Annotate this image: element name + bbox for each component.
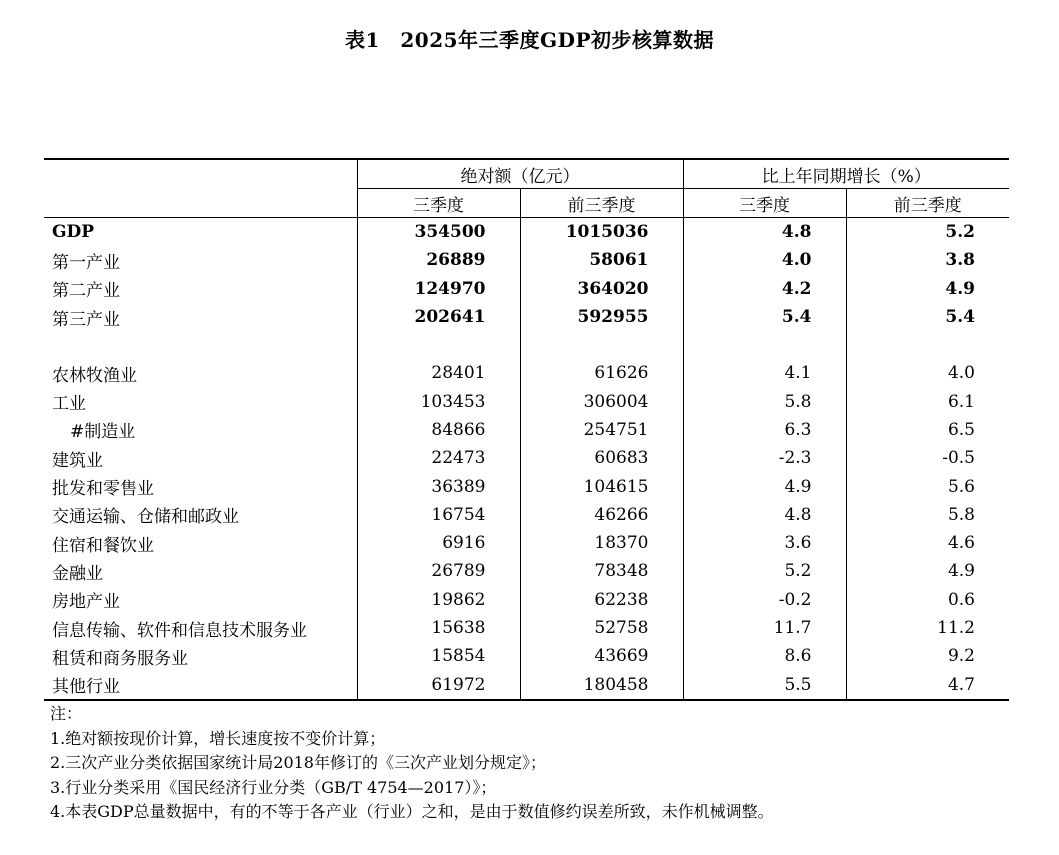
cell-q3-absolute: 124970: [414, 278, 486, 299]
spacer-row: [44, 331, 1009, 359]
footnote-2: 2.三次产业分类依据国家统计局2018年修订的《三次产业划分规定》；: [50, 753, 546, 772]
footnote-1: 1.绝对额按现价计算，增长速度按不变价计算；: [50, 728, 386, 748]
cell-q3-absolute: 19862: [431, 589, 486, 610]
cell-ytd-absolute: 1015036: [520, 218, 683, 247]
cell-q3-absolute: 103453: [420, 391, 486, 412]
cell-q3-absolute: 28401: [431, 363, 486, 384]
cell-ytd-absolute: 592955: [520, 303, 683, 331]
cell-q3-growth: 4.2: [683, 275, 846, 303]
cell-ytd-growth: 4.7: [846, 670, 1009, 699]
cell-ytd-absolute: 78348: [520, 557, 683, 585]
header-ytd-growth: 前三季度: [846, 189, 1009, 218]
cell-ytd-absolute: 52758: [520, 614, 683, 642]
table-row: [44, 501, 1009, 529]
cell-ytd-growth: 4.0: [846, 359, 1009, 387]
table-row: [44, 416, 1009, 444]
cell-ytd-growth: 3.8: [846, 246, 1009, 274]
footnote-heading: 注：: [50, 704, 83, 723]
cell-ytd-growth: 6.5: [846, 416, 1009, 444]
table-row: [44, 303, 1009, 331]
cell-q3-absolute: 84866: [431, 419, 486, 440]
gdp-table: [44, 158, 1009, 701]
cell-ytd-growth: 0.6: [846, 586, 1009, 614]
row-label: 其他行业: [44, 670, 357, 699]
cell-q3-growth: 4.8: [683, 218, 846, 247]
cell-q3-growth: 4.0: [683, 246, 846, 274]
cell-q3-absolute: 202641: [414, 307, 486, 328]
row-label: GDP: [44, 218, 357, 247]
cell-ytd-growth: 6.1: [846, 387, 1009, 415]
cell-q3-growth: 4.9: [683, 472, 846, 500]
cell-ytd-absolute: 180458: [520, 670, 683, 699]
cell-q3-absolute: 26789: [431, 561, 486, 582]
cell-ytd-absolute: 254751: [520, 416, 683, 444]
cell-ytd-growth: 4.9: [846, 275, 1009, 303]
cell-ytd-growth: 5.4: [846, 303, 1009, 331]
row-label: 第二产业: [44, 275, 357, 303]
header-row-groups: [44, 159, 1009, 189]
row-label: 住宿和餐饮业: [44, 529, 357, 557]
cell-ytd-absolute: 60683: [520, 444, 683, 472]
footnotes: [50, 702, 774, 825]
table-row: [44, 246, 1009, 274]
cell-q3-absolute: 6916: [442, 533, 486, 554]
table-row: [44, 557, 1009, 585]
cell-ytd-growth: 11.2: [846, 614, 1009, 642]
table-row: [44, 444, 1009, 472]
header-q3-abs: 三季度: [357, 189, 520, 218]
row-label: 金融业: [44, 557, 357, 585]
row-label: 建筑业: [44, 444, 357, 472]
cell-q3-growth: 5.2: [683, 557, 846, 585]
row-label: 第一产业: [44, 246, 357, 274]
cell-ytd-absolute: 104615: [520, 472, 683, 500]
cell-q3-growth: 4.8: [683, 501, 846, 529]
cell-ytd-growth: 5.6: [846, 472, 1009, 500]
cell-q3-growth: 4.1: [683, 359, 846, 387]
row-label: #制造业: [44, 416, 357, 444]
row-label: 农林牧渔业: [44, 359, 357, 387]
cell-q3-growth: 5.5: [683, 670, 846, 699]
cell-q3-absolute: 354500: [414, 222, 486, 243]
row-label: 批发和零售业: [44, 472, 357, 500]
cell-ytd-absolute: 62238: [520, 586, 683, 614]
table-row: [44, 218, 1009, 247]
table-row: [44, 387, 1009, 415]
row-label: 工业: [44, 387, 357, 415]
cell-q3-growth: 3.6: [683, 529, 846, 557]
cell-ytd-growth: 4.6: [846, 529, 1009, 557]
header-growth-rate: 比上年同期增长（%）: [683, 159, 1009, 189]
cell-q3-absolute: 22473: [431, 448, 486, 469]
cell-ytd-absolute: 43669: [520, 642, 683, 670]
row-label: 房地产业: [44, 586, 357, 614]
cell-q3-growth: 8.6: [683, 642, 846, 670]
cell-ytd-absolute: 364020: [520, 275, 683, 303]
row-label: 租赁和商务服务业: [44, 642, 357, 670]
table-row: [44, 614, 1009, 642]
table-row: [44, 359, 1009, 387]
header-q3-growth: 三季度: [683, 189, 846, 218]
table-row: [44, 670, 1009, 699]
cell-ytd-absolute: 18370: [520, 529, 683, 557]
cell-ytd-growth: 9.2: [846, 642, 1009, 670]
row-label: 第三产业: [44, 303, 357, 331]
cell-q3-absolute: 15638: [431, 618, 486, 638]
table-row: [44, 472, 1009, 500]
footnote-4: 4.本表GDP总量数据中，有的不等于各产业（行业）之和，是由于数值修约误差所致，未作机械调整。: [50, 802, 774, 821]
cell-q3-growth: 5.4: [683, 303, 846, 331]
cell-q3-growth: 11.7: [683, 614, 846, 642]
cell-q3-absolute: 36389: [431, 476, 486, 497]
cell-ytd-absolute: 46266: [520, 501, 683, 529]
row-label: 信息传输、软件和信息技术服务业: [44, 614, 357, 642]
header-absolute-amount: 绝对额（亿元）: [357, 159, 683, 189]
cell-q3-growth: -0.2: [683, 586, 846, 614]
cell-q3-growth: -2.3: [683, 444, 846, 472]
table-title: 表1 2025年三季度GDP初步核算数据: [344, 28, 715, 52]
cell-q3-growth: 5.8: [683, 387, 846, 415]
cell-q3-absolute: 15854: [431, 646, 486, 667]
cell-ytd-absolute: 61626: [520, 359, 683, 387]
cell-q3-absolute: 61972: [357, 670, 520, 699]
cell-ytd-growth: 5.2: [846, 218, 1009, 247]
table-row: [44, 529, 1009, 557]
cell-ytd-absolute: 306004: [520, 387, 683, 415]
footnote-3: 3.行业分类采用《国民经济行业分类（GB/T 4754—2017）》；: [50, 777, 497, 797]
cell-ytd-growth: 4.9: [846, 557, 1009, 585]
cell-q3-absolute: 26889: [426, 250, 486, 271]
cell-ytd-growth: 5.8: [846, 501, 1009, 529]
cell-ytd-absolute: 58061: [520, 246, 683, 274]
header-ytd-abs: 前三季度: [520, 189, 683, 218]
table-row: [44, 586, 1009, 614]
header-blank: [44, 159, 357, 218]
cell-q3-absolute: 16754: [431, 504, 486, 525]
cell-q3-growth: 6.3: [683, 416, 846, 444]
cell-ytd-growth: -0.5: [846, 444, 1009, 472]
table-row: [44, 642, 1009, 670]
row-label: 交通运输、仓储和邮政业: [44, 501, 357, 529]
table-row: [44, 275, 1009, 303]
